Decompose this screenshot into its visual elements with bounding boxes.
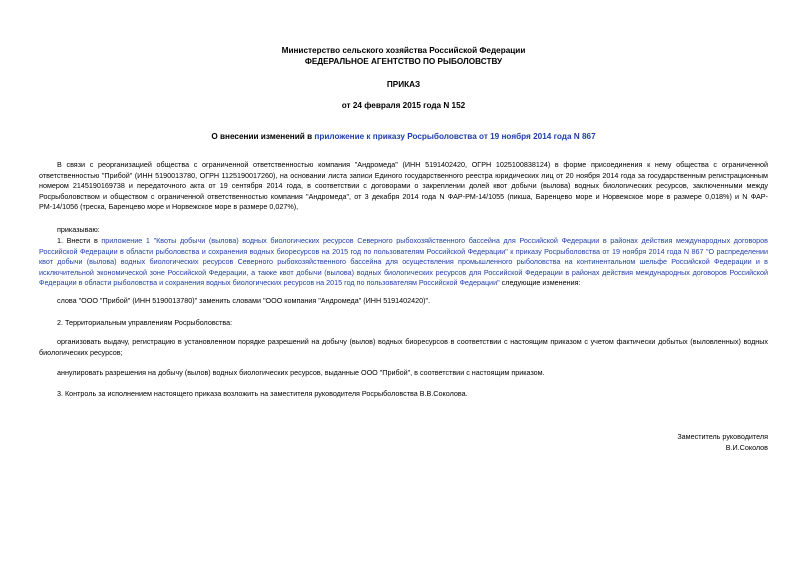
signature-name: В.И.Соколов <box>725 443 768 452</box>
item-2-heading: 2. Территориальным управлениям Росрыболовства: <box>57 318 233 327</box>
item-1-link[interactable]: приложение 1 "Квоты добычи (вылова) водных биологических ресурсов Северного рыбохозяйственного бассейна для Российской Федерации в районах действия международных договоров Российской Федерации в области рыболовства и сохранения водных биоресурсов на 2015 год по пользователям Российской Федерации" к приказу Росрыболовства от 19 ноября 2014 года N 867 "О распределении квот добычи (вылова) водных биологических ресурсов Северного рыбохозяйственного бассейна для осуществления промышленного рыболовства на континентальном шельфе Российской Федерации и в исключительной экономической зоне Российской Федерации, а также квот добычи (вылова) водных биологических ресурсов для Российской Федерации в районах действия международных договоров Российской Федерации в области рыболовства и сохранения водных биологических ресурсов на 2015 год по пользователям Российской Федерации" <box>39 236 768 288</box>
item-2-annul: аннулировать разрешения на добычу (вылов) водных биологических ресурсов, выданные ООО "Прибой", в соответствии с настоящим приказом. <box>57 368 545 377</box>
subject-prefix: О внесении изменений в <box>211 132 315 141</box>
item-1-text: слова "ООО "Прибой" (ИНН 5190013780)" заменить словами "ООО компания "Андромеда" (ИНН 5191402420)". <box>57 296 431 305</box>
item-3-control: 3. Контроль за исполнением настоящего приказа возложить на заместителя руководителя Росрыболовства В.В.Соколова. <box>57 389 468 398</box>
preamble-paragraph: В связи с реорганизацией общества с ограниченной ответственностью компания "Андромеда" (ИНН 5191402420, ОГРН 1025100838124) в форме присоединения к нему общества с ограниченной ответственностью "Прибой" (ИНН 5190013780, ОГРН 1125190017260), на основании листа записи Единого государственного реестра юридических лиц от 20 ноября 2014 года за государственным регистрационным номером 2145190169738 и передаточного акта от 19 сентября 2014 года, в соответствии с договорами о закреплении долей квот добычи (вылова) водных биологических ресурсов, заключенными между Росрыболовством и обществом с ограниченной ответственностью компания "Андромеда", от 3 декабря 2014 года N ФАР-РМ-14/1055 (пикша, Баренцево море и Норвежское море в размере 0,018%) и N ФАР-РМ-14/1056 (треска, Баренцево море и Норвежское море в размере 0,027%), <box>39 160 768 212</box>
document-type: ПРИКАЗ <box>386 80 421 89</box>
document-date-number: от 24 февраля 2015 года N 152 <box>341 101 466 110</box>
agency-title: ФЕДЕРАЛЬНОЕ АГЕНТСТВО ПО РЫБОЛОВСТВУ <box>304 57 503 66</box>
order-word: приказываю: <box>57 225 100 234</box>
item-2-organize: организовать выдачу, регистрацию в установленном порядке разрешений на добычу (вылов) водных биоресурсов в соответствии с настоящим приказом с учетом фактически добытых (выловленных) водных биологических ресурсов; <box>39 337 768 357</box>
document-subject <box>0 132 807 143</box>
item-1-prefix: 1. Внести в <box>57 236 102 245</box>
signature-position: Заместитель руководителя <box>677 432 768 441</box>
item-1-suffix: следующие изменения: <box>499 278 581 288</box>
item-1-paragraph <box>39 236 768 289</box>
ministry-title: Министерство сельского хозяйства Российской Федерации <box>281 46 526 55</box>
subject-link[interactable]: приложение к приказу Росрыболовства от 19 ноября 2014 года N 867 <box>314 132 596 141</box>
